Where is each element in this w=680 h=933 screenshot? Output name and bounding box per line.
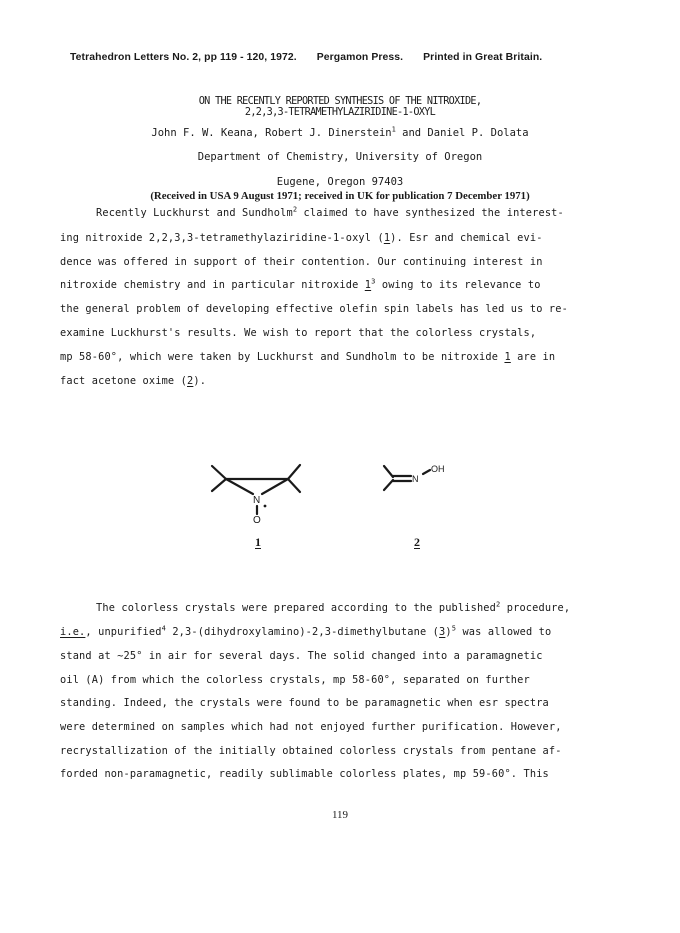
text-span: , unpurified: [85, 626, 162, 638]
structure-drawing: [0, 430, 680, 570]
para1-line-7: [60, 351, 555, 363]
para2-line-5: standing. Indeed, the crystals were found to be paramagnetic when esr spectra: [60, 697, 549, 709]
journal-header: [70, 52, 630, 63]
para1-line-5: the general problem of developing effective olefin spin labels has led us to re-: [60, 303, 568, 315]
compound-number: 2: [187, 375, 194, 387]
text-span: procedure,: [500, 602, 571, 614]
text-span: owing to its relevance to: [375, 279, 541, 291]
printed-location: Printed in Great Britain.: [423, 52, 543, 63]
text-span: fact acetone oxime (: [60, 375, 187, 387]
journal-citation: Tetrahedron Letters No. 2, pp 119 - 120, 1972.: [70, 52, 297, 63]
para1-line-6: examine Luckhurst's results. We wish to report that the colorless crystals,: [60, 327, 537, 339]
author-list: [0, 127, 680, 140]
compound-label-2: 2: [414, 535, 420, 549]
oxime-hydroxyl-label: OH: [431, 464, 445, 474]
para2-line-8: forded non-paramagnetic, readily sublimable colorless plates, mp 59-60°. This: [60, 768, 549, 780]
para2-line-6: were determined on samples which had not enjoyed further purification. However,: [60, 721, 562, 733]
text-span: ).: [193, 375, 207, 387]
article-title-line-1: ON THE RECENTLY REPORTED SYNTHESIS OF THE NITROXIDE,: [198, 96, 482, 107]
text-span: ): [445, 626, 452, 638]
nitrogen-atom-label: N: [253, 495, 261, 506]
compound-number: 1: [383, 232, 391, 244]
received-dates: (Received in USA 9 August 1971; received in UK for publication 7 December 1971): [150, 190, 530, 202]
para1-line-3: dence was offered in support of their contention. Our continuing interest in: [60, 256, 543, 268]
compound-number: 1: [364, 279, 372, 291]
para2-line-7: recrystallization of the initially obtained colorless crystals from pentane af-: [60, 745, 562, 757]
aziridine-nitroxide-structure: [212, 465, 300, 514]
text-span: ing nitroxide 2,2,3,3-tetramethylaziridine-1-oxyl (: [60, 232, 384, 244]
text-span: are in: [510, 351, 556, 363]
chemical-structures: [0, 430, 680, 570]
para2-line-3: stand at ∼25° in air for several days. The solid changed into a paramagnetic: [60, 650, 543, 662]
reference-mark: 4: [161, 624, 166, 633]
para1-line-1: [60, 207, 564, 219]
reference-mark: 2: [292, 205, 298, 214]
page-number: 119: [331, 809, 349, 821]
radical-dot: [264, 505, 267, 508]
text-span: was allowed to: [456, 626, 552, 638]
text-span: claimed to have synthesized the interest-: [297, 207, 564, 219]
oxime-nitrogen-label: N: [412, 474, 419, 484]
reference-mark: 3: [371, 277, 376, 286]
authors-part-1: John F. W. Keana, Robert J. Dinerstein: [151, 127, 392, 139]
text-span: nitroxide chemistry and in particular nitroxide: [60, 279, 365, 291]
para1-line-2: [60, 232, 543, 244]
compound-label-1: 1: [255, 535, 261, 549]
text-span: The colorless crystals were prepared according to the published: [96, 602, 497, 614]
affiliation-department: Department of Chemistry, University of Oregon: [197, 151, 483, 163]
oxygen-atom-label: O: [253, 515, 261, 526]
text-span: 2,3-(dihydroxylamino)-2,3-dimethylbutane (: [165, 626, 440, 638]
article-title-line-2: 2,2,3,3-TETRAMETHYLAZIRIDINE-1-OXYL: [244, 107, 436, 118]
para1-line-4: [60, 279, 541, 291]
text-span: mp 58-60°, which were taken by Luckhurst and Sundholm to be nitroxide: [60, 351, 505, 363]
para2-line-1: [60, 602, 570, 614]
para2-line-4: oil (A) from which the colorless crystals, mp 58-60°, separated on further: [60, 674, 530, 686]
compound-number: 3: [439, 626, 446, 638]
para2-line-2: [60, 626, 551, 638]
affiliation-city: Eugene, Oregon 97403: [276, 176, 404, 188]
publisher: Pergamon Press.: [316, 52, 404, 63]
authors-part-2: and Daniel P. Dolata: [395, 127, 529, 139]
reference-mark: 2: [496, 600, 501, 609]
para1-line-8: [60, 375, 206, 387]
compound-number: 1: [504, 351, 511, 363]
acetone-oxime-structure: [384, 466, 430, 490]
text-span: ). Esr and chemical evi-: [390, 232, 543, 244]
reference-mark: 5: [451, 624, 457, 633]
author-footnote-mark: 1: [391, 125, 396, 134]
text-span: Recently Luckhurst and Sundholm: [96, 207, 293, 219]
emphasis-ie: i.e.: [60, 626, 86, 638]
